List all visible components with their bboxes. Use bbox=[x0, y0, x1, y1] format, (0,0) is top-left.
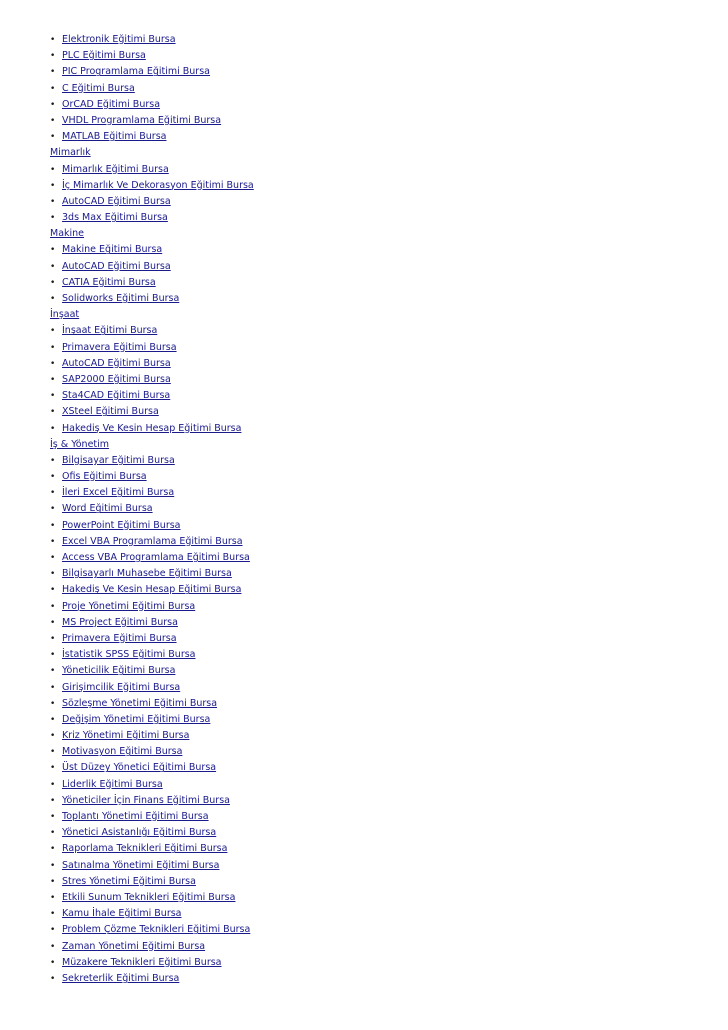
list-item bbox=[50, 48, 728, 64]
list-item bbox=[50, 696, 728, 712]
list-item bbox=[50, 874, 728, 890]
section-heading bbox=[50, 437, 728, 453]
list-item bbox=[50, 291, 728, 307]
section-heading-link[interactable]: İnşaat bbox=[50, 309, 80, 321]
bullet-icon: • bbox=[50, 99, 56, 110]
list-item bbox=[50, 485, 728, 501]
list-item bbox=[50, 518, 728, 534]
course-link[interactable]: AutoCAD Eğitimi Bursa bbox=[62, 260, 171, 272]
course-link[interactable]: Liderlik Eğitimi Bursa bbox=[62, 778, 163, 790]
list-item bbox=[50, 64, 728, 80]
list-item bbox=[50, 404, 728, 420]
list-item bbox=[50, 534, 728, 550]
bullet-icon: • bbox=[50, 714, 56, 725]
section-heading-link[interactable]: Mimarlık bbox=[50, 147, 91, 159]
course-link[interactable]: Bilgisayar Eğitimi Bursa bbox=[62, 454, 175, 466]
bullet-icon: • bbox=[50, 601, 56, 612]
list-item bbox=[50, 97, 728, 113]
list-item bbox=[50, 858, 728, 874]
bullet-icon: • bbox=[50, 488, 56, 499]
course-link[interactable]: XSteel Eğitimi Bursa bbox=[62, 406, 159, 418]
list-item bbox=[50, 777, 728, 793]
course-link[interactable]: Yönetici Asistanlığı Eğitimi Bursa bbox=[62, 827, 217, 839]
bullet-icon: • bbox=[50, 569, 56, 580]
course-link[interactable]: Mimarlık Eğitimi Bursa bbox=[62, 163, 169, 175]
list-item bbox=[50, 906, 728, 922]
list-item bbox=[50, 501, 728, 517]
course-link[interactable]: Sta4CAD Eğitimi Bursa bbox=[62, 390, 171, 402]
list-item bbox=[50, 453, 728, 469]
bullet-icon: • bbox=[50, 164, 56, 175]
list-item bbox=[50, 809, 728, 825]
list-item bbox=[50, 388, 728, 404]
bullet-icon: • bbox=[50, 941, 56, 952]
course-link[interactable]: Ofis Eğitimi Bursa bbox=[62, 471, 147, 483]
bullet-icon: • bbox=[50, 698, 56, 709]
bullet-icon: • bbox=[50, 844, 56, 855]
list-item bbox=[50, 242, 728, 258]
list-item bbox=[50, 890, 728, 906]
list-item bbox=[50, 372, 728, 388]
bullet-icon: • bbox=[50, 973, 56, 984]
list-item bbox=[50, 841, 728, 857]
course-link[interactable]: Değişim Yönetimi Eğitimi Bursa bbox=[62, 713, 211, 725]
course-link[interactable]: Bilgisayarlı Muhasebe Eğitimi Bursa bbox=[62, 568, 232, 580]
bullet-icon: • bbox=[50, 423, 56, 434]
course-link[interactable]: Raporlama Teknikleri Eğitimi Bursa bbox=[62, 843, 228, 855]
course-link[interactable]: AutoCAD Eğitimi Bursa bbox=[62, 195, 171, 207]
course-link[interactable]: Yöneticilik Eğitimi Bursa bbox=[62, 665, 176, 677]
bullet-icon: • bbox=[50, 504, 56, 515]
list-item bbox=[50, 194, 728, 210]
section-heading-link[interactable]: Makine bbox=[50, 228, 85, 240]
bullet-icon: • bbox=[50, 51, 56, 62]
bullet-icon: • bbox=[50, 876, 56, 887]
course-link[interactable]: Kriz Yönetimi Eğitimi Bursa bbox=[62, 730, 190, 742]
list-item bbox=[50, 259, 728, 275]
bullet-icon: • bbox=[50, 391, 56, 402]
bullet-icon: • bbox=[50, 213, 56, 224]
bullet-icon: • bbox=[50, 892, 56, 903]
course-link[interactable]: C Eğitimi Bursa bbox=[62, 82, 135, 94]
list-item bbox=[50, 760, 728, 776]
list-item bbox=[50, 550, 728, 566]
list-item bbox=[50, 566, 728, 582]
bullet-icon: • bbox=[50, 536, 56, 547]
list-item bbox=[50, 582, 728, 598]
course-link[interactable]: Zaman Yönetimi Eğitimi Bursa bbox=[62, 940, 206, 952]
course-link[interactable]: Üst Düzey Yönetici Eğitimi Bursa bbox=[62, 762, 217, 774]
course-link[interactable]: Kamu İhale Eğitimi Bursa bbox=[62, 908, 182, 920]
list-item bbox=[50, 647, 728, 663]
course-link[interactable]: 3ds Max Eğitimi Bursa bbox=[62, 212, 168, 224]
list-item bbox=[50, 81, 728, 97]
bullet-icon: • bbox=[50, 779, 56, 790]
bullet-icon: • bbox=[50, 731, 56, 742]
course-link[interactable]: Access VBA Programlama Eğitimi Bursa bbox=[62, 552, 250, 563]
list-item bbox=[50, 178, 728, 194]
bullet-icon: • bbox=[50, 860, 56, 871]
list-item bbox=[50, 615, 728, 631]
bullet-icon: • bbox=[50, 358, 56, 369]
bullet-icon: • bbox=[50, 957, 56, 968]
list-item bbox=[50, 955, 728, 971]
list-item bbox=[50, 712, 728, 728]
list-item bbox=[50, 356, 728, 372]
list-item bbox=[50, 793, 728, 809]
bullet-icon: • bbox=[50, 747, 56, 758]
bullet-icon: • bbox=[50, 472, 56, 483]
section-heading-link[interactable]: İş & Yönetim bbox=[50, 438, 110, 450]
bullet-icon: • bbox=[50, 585, 56, 596]
course-link[interactable]: PLC Eğitimi Bursa bbox=[62, 50, 146, 62]
list-item bbox=[50, 162, 728, 178]
bullet-icon: • bbox=[50, 245, 56, 256]
course-link[interactable]: OrCAD Eğitimi Bursa bbox=[62, 98, 161, 110]
course-link[interactable]: AutoCAD Eğitimi Bursa bbox=[62, 357, 171, 369]
bullet-icon: • bbox=[50, 812, 56, 822]
bullet-icon: • bbox=[50, 115, 56, 126]
course-link[interactable]: Solidworks Eğitimi Bursa bbox=[62, 293, 180, 304]
course-link[interactable]: Proje Yönetimi Eğitimi Bursa bbox=[62, 600, 196, 612]
bullet-icon: • bbox=[50, 277, 56, 288]
bullet-icon: • bbox=[50, 763, 56, 774]
course-link[interactable]: VHDL Programlama Eğitimi Bursa bbox=[62, 114, 222, 126]
bullet-icon: • bbox=[50, 132, 56, 143]
bullet-icon: • bbox=[50, 633, 56, 644]
course-link[interactable]: Yöneticiler İçin Finans Eğitimi Bursa bbox=[62, 794, 230, 806]
list-item bbox=[50, 599, 728, 615]
list-item bbox=[50, 631, 728, 647]
list-item bbox=[50, 939, 728, 955]
list-item bbox=[50, 421, 728, 437]
course-link[interactable]: PowerPoint Eğitimi Bursa bbox=[62, 519, 181, 531]
list-item bbox=[50, 275, 728, 291]
course-link[interactable]: Toplantı Yönetimi Eğitimi Bursa bbox=[62, 811, 209, 822]
course-link[interactable]: SAP2000 Eğitimi Bursa bbox=[62, 373, 171, 385]
course-link[interactable]: Hakediş Ve Kesin Hesap Eğitimi Bursa bbox=[62, 584, 242, 596]
course-link[interactable]: Primavera Eğitimi Bursa bbox=[62, 632, 177, 644]
course-link[interactable]: Satınalma Yönetimi Eğitimi Bursa bbox=[62, 859, 220, 871]
section-heading bbox=[50, 307, 728, 323]
course-link[interactable]: İç Mimarlık Ve Dekorasyon Eğitimi Bursa bbox=[62, 179, 254, 191]
bullet-icon: • bbox=[50, 666, 56, 677]
course-link[interactable]: Motivasyon Eğitimi Bursa bbox=[62, 746, 183, 758]
bullet-icon: • bbox=[50, 682, 56, 693]
course-link[interactable]: Word Eğitimi Bursa bbox=[62, 503, 153, 515]
course-link[interactable]: Primavera Eğitimi Bursa bbox=[62, 341, 177, 353]
list-item bbox=[50, 922, 728, 938]
course-link[interactable]: Sözleşme Yönetimi Eğitimi Bursa bbox=[62, 697, 218, 709]
course-link[interactable]: Problem Çözme Teknikleri Eğitimi Bursa bbox=[62, 924, 251, 936]
bullet-icon: • bbox=[50, 326, 56, 337]
section-heading bbox=[50, 226, 728, 242]
course-link[interactable]: İnşaat Eğitimi Bursa bbox=[62, 325, 158, 337]
course-link[interactable]: Makine Eğitimi Bursa bbox=[62, 244, 163, 256]
bullet-icon: • bbox=[50, 455, 56, 466]
list-item bbox=[50, 680, 728, 696]
bullet-icon: • bbox=[50, 261, 56, 272]
bullet-icon: • bbox=[50, 374, 56, 385]
bullet-icon: • bbox=[50, 909, 56, 920]
bullet-icon: • bbox=[50, 925, 56, 936]
list-item bbox=[50, 340, 728, 356]
bullet-icon: • bbox=[50, 650, 56, 661]
list-item bbox=[50, 210, 728, 226]
bullet-icon: • bbox=[50, 553, 56, 563]
bullet-icon: • bbox=[50, 828, 56, 839]
list-item bbox=[50, 113, 728, 129]
course-link[interactable]: İleri Excel Eğitimi Bursa bbox=[62, 487, 175, 499]
course-link[interactable]: PIC Programlama Eğitimi Bursa bbox=[62, 66, 210, 78]
bullet-icon: • bbox=[50, 795, 56, 806]
bullet-icon: • bbox=[50, 83, 56, 94]
course-link[interactable]: Excel VBA Programlama Eğitimi Bursa bbox=[62, 535, 243, 547]
course-link[interactable]: Girişimcilik Eğitimi Bursa bbox=[62, 681, 181, 693]
course-link[interactable]: Elektronik Eğitimi Bursa bbox=[62, 34, 176, 45]
course-link[interactable]: Stres Yönetimi Eğitimi Bursa bbox=[62, 875, 196, 887]
bullet-icon: • bbox=[50, 407, 56, 418]
bullet-icon: • bbox=[50, 67, 56, 78]
list-item bbox=[50, 825, 728, 841]
course-link[interactable]: Etkili Sunum Teknikleri Eğitimi Bursa bbox=[62, 891, 236, 903]
course-link[interactable]: Sekreterlik Eğitimi Bursa bbox=[62, 972, 180, 984]
bullet-icon: • bbox=[50, 35, 56, 45]
course-link[interactable]: İstatistik SPSS Eğitimi Bursa bbox=[62, 649, 196, 661]
list-item bbox=[50, 129, 728, 145]
course-link[interactable]: Hakediş Ve Kesin Hesap Eğitimi Bursa bbox=[62, 422, 242, 434]
list-item bbox=[50, 469, 728, 485]
bullet-icon: • bbox=[50, 180, 56, 191]
list-item bbox=[50, 971, 728, 987]
section-heading bbox=[50, 145, 728, 161]
list-item bbox=[50, 663, 728, 679]
list-item bbox=[50, 32, 728, 48]
bullet-icon: • bbox=[50, 617, 56, 628]
list-item bbox=[50, 323, 728, 339]
course-link[interactable]: MS Project Eğitimi Bursa bbox=[62, 616, 178, 628]
course-link[interactable]: Müzakere Teknikleri Eğitimi Bursa bbox=[62, 956, 222, 968]
bullet-icon: • bbox=[50, 294, 56, 304]
list-item bbox=[50, 744, 728, 760]
bullet-icon: • bbox=[50, 196, 56, 207]
bullet-icon: • bbox=[50, 520, 56, 531]
course-link[interactable]: MATLAB Eğitimi Bursa bbox=[62, 131, 167, 143]
bullet-icon: • bbox=[50, 342, 56, 353]
course-link[interactable]: CATIA Eğitimi Bursa bbox=[62, 276, 156, 288]
list-item bbox=[50, 728, 728, 744]
